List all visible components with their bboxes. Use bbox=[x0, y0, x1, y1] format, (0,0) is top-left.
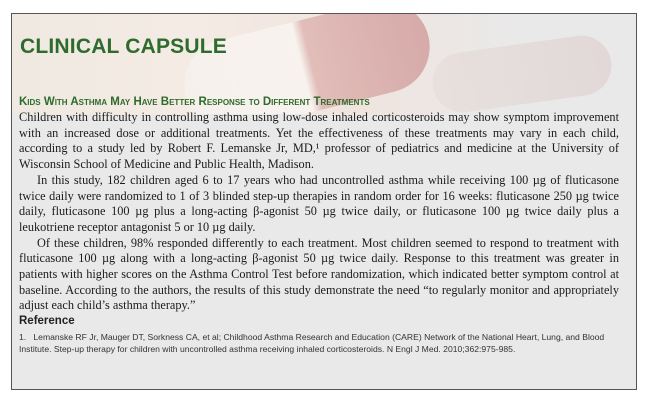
reference-citation: Lemanske RF Jr, Mauger DT, Sorkness CA, et al; Childhood Asthma Research and Education (CARE) Network of the National Heart, Lung, and Blood Institute. Step-up therapy for children with uncontrolled asthma receiving inhaled corticosteroids. N Engl J Med. 2010;362:975-985. bbox=[19, 332, 605, 354]
reference-heading: Reference bbox=[19, 315, 75, 327]
reference-item bbox=[19, 332, 615, 355]
article-body bbox=[19, 110, 619, 314]
reference-number: 1. bbox=[19, 332, 27, 342]
body-paragraph-1: Children with difficulty in controlling asthma using low-dose inhaled corticosteroids may show symptom improvement with an increased dose or additional treatments. Yet the effectiveness of these treatments may vary in each child, according to a study led by Robert F. Lemanske Jr, MD,¹ professor of pediatrics and medicine at the University of Wisconsin School of Medicine and Public Health, Madison. bbox=[19, 110, 619, 172]
body-paragraph-3: Of these children, 98% responded differently to each treatment. Most children seemed to respond to treatment with fluticasone 100 µg along with a long-acting β-agonist 50 µg twice daily. Response to this treatment was greater in patients with higher scores on the Asthma Control Test before randomization, which indicated better symptom control at baseline. According to the authors, the results of this study demonstrate the need “to regularly monitor and appropriately adjust each child’s asthma therapy.” bbox=[19, 235, 619, 313]
body-paragraph-2: In this study, 182 children aged 6 to 17 years who had uncontrolled asthma while receiving 100 µg of fluticasone twice daily were randomized to 1 of 3 blinded step-up therapies in random order for 16 weeks: fluticasone 250 µg twice daily, fluticasone 100 µg plus a long-acting β-agonist 50 µg twice daily, or fluticasone 100 µg twice daily plus a leukotriene receptor antagonist 5 or 10 µg daily. bbox=[19, 172, 619, 234]
reference-list bbox=[19, 332, 615, 355]
article-headline: Kids With Asthma May Have Better Response to Different Treatments bbox=[19, 96, 370, 108]
capsule-pill-image-secondary bbox=[429, 32, 616, 114]
capsule-title: CLINICAL CAPSULE bbox=[20, 35, 227, 58]
